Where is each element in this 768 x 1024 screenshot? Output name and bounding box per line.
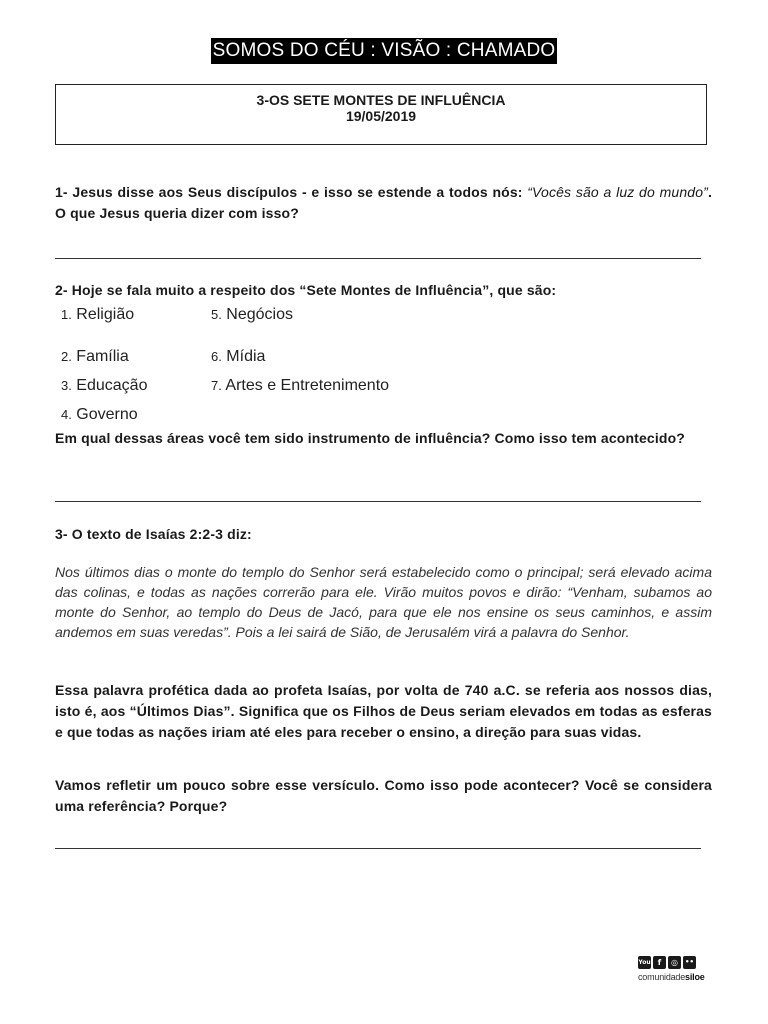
flickr-icon[interactable]: •• [683, 956, 696, 969]
youtube-icon[interactable]: You [638, 956, 651, 969]
prophetic-paragraph: Essa palavra profética dada ao profeta Isaías, por volta de 740 a.C. se referia aos nossos dias, isto é, aos “Últimos Dias”. Significa que os Filhos de Deus seriam elevados em todas as esferas e que todas as nações iriam até eles para receber o ensino, a direção para suas vidas. [55, 682, 712, 740]
answer-line-3[interactable] [55, 848, 701, 849]
lesson-title: 3-OS SETE MONTES DE INFLUÊNCIA [256, 92, 506, 108]
list-item-governo: 4. Governo [61, 406, 138, 423]
answer-line-1[interactable] [55, 258, 701, 259]
question-3-lead: 3- O texto de Isaías 2:2-3 diz: [55, 526, 252, 542]
list-item-religiao: 1. Religião [61, 306, 135, 323]
instagram-icon[interactable]: ◎ [668, 956, 681, 969]
facebook-icon[interactable]: f [653, 956, 666, 969]
social-icons-row [638, 956, 714, 969]
question-1-tail: . O que Jesus queria dizer com isso? [55, 184, 712, 221]
lesson-title-box [55, 84, 707, 145]
brand-logo: comunidadesiloe [638, 972, 705, 982]
question-2-lead: 2- Hoje se fala muito a respeito dos “Sete Montes de Influência”, que são: [55, 282, 557, 298]
isaiah-quote: Nos últimos dias o monte do templo do Senhor será estabelecido como o principal; será elevado acima das colinas, e todas as nações correrão para ele. Virão muitos povos e dirão: “Venham, subamos ao monte do Senhor, ao templo do Deus de Jacó, para que ele nos ensine os seus caminhos, e assim andemos em suas veredas”. Pois a lei sairá de Sião, de Jerusalém virá a palavra do Senhor. [55, 564, 712, 640]
footer-branding [638, 956, 714, 988]
list-item-familia: 2. Família [61, 348, 129, 365]
question-1-lead: 1- Jesus disse aos Seus discípulos - e isso se estende a todos nós: [55, 184, 528, 200]
lesson-date: 19/05/2019 [345, 108, 417, 124]
list-item-artes: 7. Artes e Entretenimento [211, 377, 390, 394]
page-header-title: SOMOS DO CÉU : VISÃO : CHAMADO [211, 38, 557, 64]
question-1-quote: “Vocês são a luz do mundo” [527, 184, 708, 200]
question-3-prompt: Vamos refletir um pouco sobre esse versículo. Como isso pode acontecer? Você se considera uma referência? Porque? [55, 777, 712, 814]
question-2-prompt: Em qual dessas áreas você tem sido instrumento de influência? Como isso tem acontecido? [55, 430, 685, 446]
answer-line-2[interactable] [55, 501, 701, 502]
list-item-negocios: 5. Negócios [211, 306, 293, 323]
question-1 [55, 182, 712, 224]
list-item-educacao: 3. Educação [61, 377, 148, 394]
list-item-midia: 6. Mídia [211, 348, 266, 365]
